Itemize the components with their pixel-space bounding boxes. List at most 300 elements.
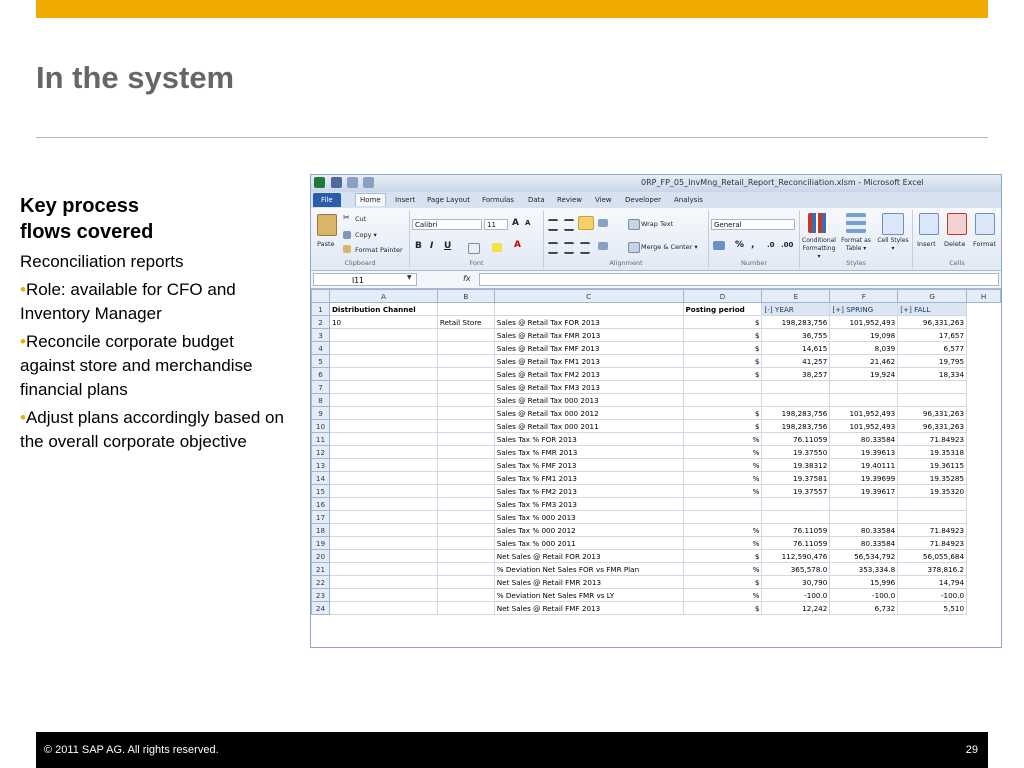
formula-input[interactable]: [479, 273, 999, 286]
tab-home[interactable]: Home: [355, 193, 386, 206]
cell[interactable]: Sales Tax % FM3 2013: [494, 498, 683, 511]
cell[interactable]: 19.39699: [830, 472, 898, 485]
cell[interactable]: 71.84923: [898, 433, 967, 446]
cell[interactable]: 19.35318: [898, 446, 967, 459]
cell[interactable]: 101,952,493: [830, 420, 898, 433]
cell[interactable]: [967, 537, 1001, 550]
cell[interactable]: 38,257: [762, 368, 830, 381]
cut-button[interactable]: Cut: [355, 215, 367, 223]
copy-button[interactable]: Copy ▾: [355, 231, 377, 239]
cell[interactable]: %: [683, 524, 762, 537]
cell[interactable]: 101,952,493: [830, 407, 898, 420]
cell[interactable]: [830, 511, 898, 524]
cell[interactable]: [967, 303, 1001, 316]
orientation-icon[interactable]: [598, 219, 608, 227]
row-number[interactable]: 3: [312, 329, 330, 342]
tab-data[interactable]: Data: [528, 196, 545, 204]
cell[interactable]: % Deviation Net Sales FMR vs LY: [494, 589, 683, 602]
cell[interactable]: %: [683, 485, 762, 498]
format-as-table-button[interactable]: Format as Table ▾: [841, 237, 871, 252]
align-center-icon[interactable]: [564, 242, 574, 254]
underline-icon[interactable]: U: [444, 241, 452, 251]
cell[interactable]: Sales @ Retail Tax FM1 2013: [494, 355, 683, 368]
cell[interactable]: %: [683, 446, 762, 459]
cell[interactable]: %: [683, 459, 762, 472]
cell[interactable]: 5,510: [898, 602, 967, 615]
row-number[interactable]: 16: [312, 498, 330, 511]
cell[interactable]: 365,578.0: [762, 563, 830, 576]
cell[interactable]: Posting period: [683, 303, 762, 316]
name-box[interactable]: I11: [313, 273, 417, 286]
cell[interactable]: [967, 576, 1001, 589]
cell[interactable]: 17,657: [898, 329, 967, 342]
cell[interactable]: [683, 498, 762, 511]
table-row: [312, 355, 1001, 368]
font-color-icon[interactable]: A: [514, 240, 521, 250]
cell[interactable]: Retail Store: [437, 316, 494, 329]
tab-insert[interactable]: Insert: [395, 196, 416, 204]
cell[interactable]: 19.39613: [830, 446, 898, 459]
table-row: [312, 537, 1001, 550]
cell[interactable]: 19.37557: [762, 485, 830, 498]
cell[interactable]: %: [683, 433, 762, 446]
cell[interactable]: [967, 472, 1001, 485]
cell[interactable]: 378,816.2: [898, 563, 967, 576]
cell[interactable]: [967, 394, 1001, 407]
cell[interactable]: Sales Tax % FOR 2013: [494, 433, 683, 446]
cell[interactable]: [437, 602, 494, 615]
cell[interactable]: [329, 459, 437, 472]
font-name-select[interactable]: Calibri: [412, 219, 482, 230]
cell[interactable]: [830, 498, 898, 511]
paste-icon[interactable]: [317, 214, 337, 236]
delete-cells-icon[interactable]: [947, 213, 967, 235]
row-number[interactable]: 21: [312, 563, 330, 576]
ribbon: [311, 208, 1001, 271]
cell[interactable]: [967, 329, 1001, 342]
copy-icon: [343, 231, 351, 239]
cell[interactable]: [437, 303, 494, 316]
cell[interactable]: [437, 342, 494, 355]
row-number[interactable]: 8: [312, 394, 330, 407]
paste-button[interactable]: Paste: [317, 240, 335, 248]
row-number[interactable]: 2: [312, 316, 330, 329]
cell[interactable]: [437, 524, 494, 537]
cell[interactable]: [329, 563, 437, 576]
cell[interactable]: [437, 472, 494, 485]
cell[interactable]: 112,590,476: [762, 550, 830, 563]
cell[interactable]: [898, 394, 967, 407]
row-number[interactable]: 10: [312, 420, 330, 433]
cell[interactable]: 96,331,263: [898, 420, 967, 433]
cell[interactable]: [967, 316, 1001, 329]
cell[interactable]: 198,283,756: [762, 407, 830, 420]
cell[interactable]: 19.39617: [830, 485, 898, 498]
cell[interactable]: 19.37581: [762, 472, 830, 485]
fx-icon[interactable]: fx: [463, 274, 471, 283]
column-header[interactable]: D: [683, 290, 762, 303]
cell[interactable]: [967, 355, 1001, 368]
number-format-select[interactable]: General: [711, 219, 795, 230]
conditional-formatting-button[interactable]: Conditional Formatting ▾: [802, 237, 836, 260]
cell[interactable]: [762, 381, 830, 394]
cell[interactable]: 56,055,684: [898, 550, 967, 563]
cell[interactable]: [762, 498, 830, 511]
cell[interactable]: %: [683, 472, 762, 485]
cell[interactable]: [967, 563, 1001, 576]
cell[interactable]: [967, 485, 1001, 498]
cell[interactable]: [494, 303, 683, 316]
cell[interactable]: 71.84923: [898, 524, 967, 537]
format-cells-icon[interactable]: [975, 213, 995, 235]
row-number[interactable]: 6: [312, 368, 330, 381]
cell[interactable]: [437, 563, 494, 576]
cell[interactable]: 80.33584: [830, 433, 898, 446]
column-header[interactable]: G: [898, 290, 967, 303]
cell[interactable]: 10: [329, 316, 437, 329]
cell[interactable]: 19.35285: [898, 472, 967, 485]
chevron-down-icon[interactable]: ▼: [407, 274, 412, 281]
cell[interactable]: 6,577: [898, 342, 967, 355]
cell[interactable]: Sales Tax % FMR 2013: [494, 446, 683, 459]
format-painter-button[interactable]: Format Painter: [355, 246, 403, 254]
cell[interactable]: [830, 381, 898, 394]
cell[interactable]: [967, 420, 1001, 433]
format-button[interactable]: Format: [973, 240, 996, 248]
cell[interactable]: [329, 524, 437, 537]
column-header[interactable]: H: [967, 290, 1001, 303]
cell[interactable]: [967, 498, 1001, 511]
cell[interactable]: -100.0: [830, 589, 898, 602]
undo-icon[interactable]: [347, 177, 358, 188]
cell[interactable]: Sales @ Retail Tax FOR 2013: [494, 316, 683, 329]
cell[interactable]: [898, 498, 967, 511]
cell[interactable]: $: [683, 368, 762, 381]
cell[interactable]: Sales @ Retail Tax 000 2011: [494, 420, 683, 433]
cell[interactable]: [967, 459, 1001, 472]
cell[interactable]: $: [683, 355, 762, 368]
cell[interactable]: [437, 498, 494, 511]
cell[interactable]: 18,334: [898, 368, 967, 381]
cell[interactable]: 19.38312: [762, 459, 830, 472]
cell[interactable]: [437, 537, 494, 550]
cell[interactable]: Net Sales @ Retail FMF 2013: [494, 602, 683, 615]
cell[interactable]: 353,334.8: [830, 563, 898, 576]
cell[interactable]: 36,755: [762, 329, 830, 342]
borders-icon[interactable]: [468, 243, 480, 254]
row-number[interactable]: 15: [312, 485, 330, 498]
cell[interactable]: Sales @ Retail Tax 000 2012: [494, 407, 683, 420]
cell[interactable]: [967, 524, 1001, 537]
cell[interactable]: $: [683, 420, 762, 433]
cell[interactable]: $: [683, 342, 762, 355]
cell[interactable]: [437, 368, 494, 381]
cell[interactable]: [967, 368, 1001, 381]
cell[interactable]: Distribution Channel: [329, 303, 437, 316]
cell[interactable]: [967, 511, 1001, 524]
cell[interactable]: 30,790: [762, 576, 830, 589]
cell-styles-button[interactable]: Cell Styles ▾: [877, 237, 909, 252]
indent-icon[interactable]: [598, 242, 608, 250]
cell[interactable]: [967, 342, 1001, 355]
cell[interactable]: [967, 602, 1001, 615]
merge-center-button[interactable]: Merge & Center ▾: [641, 243, 698, 251]
row-number[interactable]: 14: [312, 472, 330, 485]
cell[interactable]: 19.35320: [898, 485, 967, 498]
row-number[interactable]: 7: [312, 381, 330, 394]
cell[interactable]: 198,283,756: [762, 420, 830, 433]
cell[interactable]: 71.84923: [898, 537, 967, 550]
cell[interactable]: [683, 381, 762, 394]
cell[interactable]: 12,242: [762, 602, 830, 615]
cell[interactable]: 19.36115: [898, 459, 967, 472]
insert-button[interactable]: Insert: [917, 240, 936, 248]
cells-group: [913, 210, 1001, 268]
cell[interactable]: [437, 550, 494, 563]
worksheet-grid[interactable]: [311, 289, 1001, 647]
select-all-corner[interactable]: [312, 290, 330, 303]
row-number[interactable]: 20: [312, 550, 330, 563]
cell[interactable]: [329, 381, 437, 394]
cell[interactable]: 56,534,792: [830, 550, 898, 563]
cell[interactable]: [437, 329, 494, 342]
row-number[interactable]: 12: [312, 446, 330, 459]
cell[interactable]: Sales Tax % 000 2012: [494, 524, 683, 537]
cell[interactable]: [967, 589, 1001, 602]
cell[interactable]: Sales Tax % FM2 2013: [494, 485, 683, 498]
cell[interactable]: [437, 485, 494, 498]
cell[interactable]: [329, 511, 437, 524]
cell[interactable]: [329, 407, 437, 420]
cell[interactable]: $: [683, 550, 762, 563]
column-header[interactable]: C: [494, 290, 683, 303]
cell[interactable]: 96,331,263: [898, 316, 967, 329]
align-left-icon[interactable]: [548, 242, 558, 254]
cell[interactable]: Sales @ Retail Tax FM3 2013: [494, 381, 683, 394]
format-as-table-icon[interactable]: [846, 213, 866, 233]
conditional-formatting-icon[interactable]: [808, 213, 828, 233]
insert-cells-icon[interactable]: [919, 213, 939, 235]
cell[interactable]: 19.37550: [762, 446, 830, 459]
cell[interactable]: [830, 394, 898, 407]
cell[interactable]: [967, 433, 1001, 446]
cell[interactable]: $: [683, 329, 762, 342]
percent-icon[interactable]: %: [735, 240, 745, 250]
cell[interactable]: [329, 576, 437, 589]
cell[interactable]: 15,996: [830, 576, 898, 589]
top-align-icon[interactable]: [548, 219, 558, 231]
row-number[interactable]: 13: [312, 459, 330, 472]
middle-align-icon[interactable]: [564, 219, 574, 231]
cell[interactable]: 80.33584: [830, 537, 898, 550]
cell[interactable]: -100.0: [762, 589, 830, 602]
cell[interactable]: 76.11059: [762, 537, 830, 550]
tab-review[interactable]: Review: [557, 196, 582, 204]
cell[interactable]: 76.11059: [762, 524, 830, 537]
tab-view[interactable]: View: [595, 196, 612, 204]
font-size-select[interactable]: 11: [484, 219, 508, 230]
cell[interactable]: [329, 485, 437, 498]
cell[interactable]: [329, 355, 437, 368]
cell[interactable]: [762, 511, 830, 524]
cell[interactable]: 19,924: [830, 368, 898, 381]
cell[interactable]: [-] YEAR: [762, 303, 830, 316]
bottom-align-icon[interactable]: [578, 216, 594, 230]
cell[interactable]: 101,952,493: [830, 316, 898, 329]
cell[interactable]: [329, 589, 437, 602]
tab-formulas[interactable]: Formulas: [482, 196, 514, 204]
cell[interactable]: Sales Tax % 000 2013: [494, 511, 683, 524]
cell[interactable]: %: [683, 563, 762, 576]
cell[interactable]: 76.11059: [762, 433, 830, 446]
column-header[interactable]: B: [437, 290, 494, 303]
cell[interactable]: -100.0: [898, 589, 967, 602]
cell[interactable]: Sales @ Retail Tax FM2 2013: [494, 368, 683, 381]
cell[interactable]: 19,098: [830, 329, 898, 342]
cell[interactable]: [329, 602, 437, 615]
cell[interactable]: [967, 407, 1001, 420]
title-divider: [36, 137, 988, 138]
row-number[interactable]: 11: [312, 433, 330, 446]
cell-styles-icon[interactable]: [882, 213, 904, 235]
number-group-label: Number: [740, 259, 768, 267]
cell[interactable]: %: [683, 537, 762, 550]
cell[interactable]: Sales Tax % 000 2011: [494, 537, 683, 550]
cell[interactable]: [329, 446, 437, 459]
cell[interactable]: 8,039: [830, 342, 898, 355]
align-right-icon[interactable]: [580, 242, 590, 254]
cell[interactable]: $: [683, 316, 762, 329]
cell[interactable]: [329, 537, 437, 550]
cell[interactable]: $: [683, 407, 762, 420]
cell[interactable]: [437, 420, 494, 433]
row-number[interactable]: 19: [312, 537, 330, 550]
fill-color-icon[interactable]: [492, 243, 502, 252]
italic-icon[interactable]: I: [430, 241, 434, 251]
cell[interactable]: [437, 511, 494, 524]
tab-developer[interactable]: Developer: [625, 196, 662, 204]
row-number[interactable]: 5: [312, 355, 330, 368]
row-number[interactable]: 23: [312, 589, 330, 602]
row-number[interactable]: 1: [312, 303, 330, 316]
row-number[interactable]: 17: [312, 511, 330, 524]
grow-font-icon[interactable]: A: [512, 218, 519, 228]
cell[interactable]: $: [683, 602, 762, 615]
cell[interactable]: [898, 381, 967, 394]
cell[interactable]: $: [683, 576, 762, 589]
cell[interactable]: [329, 342, 437, 355]
cell[interactable]: 14,615: [762, 342, 830, 355]
cell[interactable]: [967, 446, 1001, 459]
wrap-text-button[interactable]: Wrap Text: [641, 220, 674, 228]
page-number: 29: [965, 744, 978, 756]
cell[interactable]: [437, 407, 494, 420]
cell[interactable]: [762, 394, 830, 407]
decrease-decimal-icon[interactable]: .00: [781, 241, 794, 249]
column-header[interactable]: E: [762, 290, 830, 303]
shrink-font-icon[interactable]: A: [525, 219, 531, 227]
cell[interactable]: [437, 433, 494, 446]
tab-analysis[interactable]: Analysis: [674, 196, 703, 204]
cell[interactable]: 80.33584: [830, 524, 898, 537]
row-number[interactable]: 9: [312, 407, 330, 420]
slide-body: [20, 193, 285, 454]
cell[interactable]: [967, 381, 1001, 394]
increase-decimal-icon[interactable]: .0: [767, 241, 775, 249]
table-row: [312, 329, 1001, 342]
cell[interactable]: [437, 446, 494, 459]
cell[interactable]: 14,794: [898, 576, 967, 589]
cell[interactable]: [437, 576, 494, 589]
cell[interactable]: [+] FALL: [898, 303, 967, 316]
cell[interactable]: 21,462: [830, 355, 898, 368]
comma-style-icon[interactable]: ,: [751, 240, 755, 250]
row-number[interactable]: 24: [312, 602, 330, 615]
bullet-dot-icon: •: [20, 408, 26, 427]
cell[interactable]: [898, 511, 967, 524]
delete-button[interactable]: Delete: [944, 240, 966, 248]
cell[interactable]: % Deviation Net Sales FOR vs FMR Plan: [494, 563, 683, 576]
tab-page-layout[interactable]: Page Layout: [427, 196, 470, 204]
column-header[interactable]: F: [830, 290, 898, 303]
cell[interactable]: [437, 459, 494, 472]
cell[interactable]: Net Sales @ Retail FMR 2013: [494, 576, 683, 589]
cell[interactable]: [967, 550, 1001, 563]
cell[interactable]: 41,257: [762, 355, 830, 368]
cell[interactable]: [329, 368, 437, 381]
cell[interactable]: [329, 329, 437, 342]
cell[interactable]: Sales @ Retail Tax 000 2013: [494, 394, 683, 407]
cell[interactable]: [437, 355, 494, 368]
column-header[interactable]: A: [329, 290, 437, 303]
cell[interactable]: [329, 420, 437, 433]
cell[interactable]: 96,331,263: [898, 407, 967, 420]
cell[interactable]: %: [683, 589, 762, 602]
bullet-item: •Reconcile corporate budget against store and merchandise financial plans: [20, 332, 253, 399]
accounting-format-icon[interactable]: [713, 241, 725, 250]
cell[interactable]: [437, 381, 494, 394]
row-number[interactable]: 18: [312, 524, 330, 537]
cell[interactable]: 198,283,756: [762, 316, 830, 329]
cell[interactable]: Sales @ Retail Tax FMR 2013: [494, 329, 683, 342]
heading-line-1: Key process: [20, 195, 139, 217]
row-number[interactable]: 4: [312, 342, 330, 355]
cell[interactable]: [437, 589, 494, 602]
cell[interactable]: [329, 472, 437, 485]
cell[interactable]: [329, 394, 437, 407]
cell[interactable]: 19.40111: [830, 459, 898, 472]
cell[interactable]: [+] SPRING: [830, 303, 898, 316]
cell[interactable]: Net Sales @ Retail FOR 2013: [494, 550, 683, 563]
row-number[interactable]: 22: [312, 576, 330, 589]
cell[interactable]: Sales Tax % FMF 2013: [494, 459, 683, 472]
cell[interactable]: [437, 394, 494, 407]
tab-file[interactable]: File: [313, 193, 341, 207]
cell[interactable]: [683, 394, 762, 407]
cell[interactable]: 6,732: [830, 602, 898, 615]
redo-icon[interactable]: [363, 177, 374, 188]
table-row: [312, 472, 1001, 485]
cell[interactable]: Sales @ Retail Tax FMF 2013: [494, 342, 683, 355]
cell[interactable]: Sales Tax % FM1 2013: [494, 472, 683, 485]
cell[interactable]: [329, 498, 437, 511]
bold-icon[interactable]: B: [415, 241, 422, 251]
cell[interactable]: [329, 550, 437, 563]
cell[interactable]: 19,795: [898, 355, 967, 368]
cell[interactable]: [683, 511, 762, 524]
save-icon[interactable]: [331, 177, 342, 188]
cell[interactable]: [329, 433, 437, 446]
